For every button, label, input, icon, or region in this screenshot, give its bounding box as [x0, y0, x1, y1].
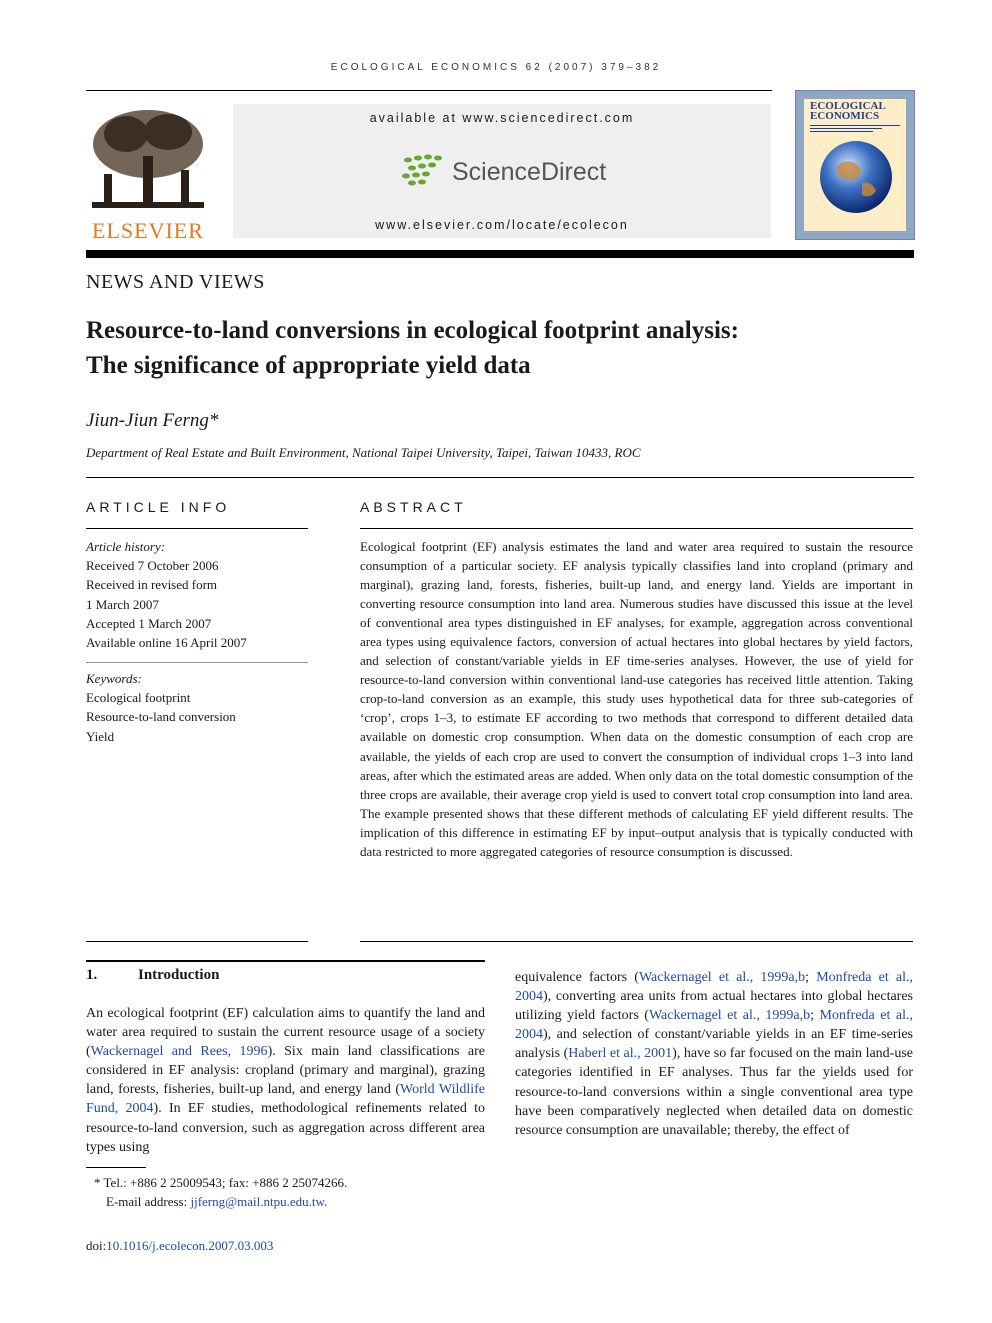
citation-link[interactable]: Wackernagel et al., 1999a,b [648, 1008, 811, 1024]
citation-link[interactable]: Wackernagel and Rees, 1996 [90, 1044, 268, 1060]
citation-link[interactable]: Wackernagel et al., 1999a,b [638, 970, 806, 985]
article-info-rule [86, 528, 308, 529]
keywords: Keywords: Ecological footprint Resource-to-land conversion Yield [86, 669, 308, 746]
keyword-item: Ecological footprint [86, 690, 191, 706]
history-item: Available online 16 April 2007 [86, 635, 247, 651]
journal-citation: ECOLOGICAL ECONOMICS 62 (2007) 379–382 [330, 62, 662, 73]
abstract-heading: ABSTRACT [360, 499, 467, 515]
cover-subtitle-lines [810, 123, 900, 134]
history-item: Accepted 1 March 2007 [86, 615, 212, 631]
article-history: Article history: Received 7 October 2006 Received in revised form 1 March 2007 Accepted 1 March 2007 Available online 16 April 2007 [86, 537, 308, 652]
author-name[interactable]: Jiun-Jiun Ferng* [86, 410, 219, 431]
abstract-bottom-rule [360, 941, 913, 942]
article-title: Resource-to-land conversions in ecological footprint analysis: The significance of appropriate yield data [86, 317, 739, 379]
sciencedirect-wordmark: ScienceDirect [452, 158, 607, 186]
footnote: * Tel.: +886 2 25009543; fax: +886 2 25074266. E-mail address: jjferng@mail.ntpu.edu.tw. [94, 1175, 348, 1209]
history-item: Received in revised form [86, 577, 218, 593]
info-bottom-rule [86, 941, 308, 942]
cover-title: ECOLOGICAL ECONOMICS [810, 100, 886, 122]
citation-link[interactable]: Haberl et al., 2001 [568, 1046, 673, 1062]
journal-cover [795, 90, 915, 240]
abstract-rule [360, 528, 913, 529]
history-item: Received 7 October 2006 [86, 558, 219, 574]
intro-heading: 1. Introduction [86, 967, 220, 983]
email-link[interactable]: jjferng@mail.ntpu.edu.tw [190, 1194, 325, 1209]
abstract-text: Ecological footprint (EF) analysis estimates the land and water area required to sustain the resource consumption of a particular society. EF analysis typically classifies land into cropland (primary and marginal), grazing land, forests, fisheries, built-up land, and energy land. Yields are important in converting resource consumption into land area. Numerous studies have discussed this issue at the level of conventional area types distinguished in EF analyses, for example, aggregation across conventional area types using equivalence factors, conversion of actual hectares into global hectares by yield factors, and selection of constant/variable yields in EF time-series analyses. However, the use of yield for resource-to-land conversion within conventional land-use categories has received little attention. Taking crop-to-land conversion as an example, this study uses hypothetical data for three sub-categories of ‘crop’, crops 1–3, to estimate EF according to two methods that correspond to different detailed data available on domestic crop consumption. When data on the domestic consumption of each crop are available, the yields of each crop are used to convert the consumption of individual crops 1–3 into land areas, after which the estimated areas are added. When only data on the total domestic consumption of the three crops are available, their average crop yield is used to convert total crop consumption into land area. The example presented shows that these different methods of calculating EF yield different results. The implication of this difference in estimating EF by input–output analysis that is typically conducted with data restricted to more aggregated categories of resource consumption is discussed. [360, 539, 913, 859]
footnote-rule [86, 1167, 146, 1168]
citation-link[interactable]: World Wildlife Fund, 2004 [86, 1082, 486, 1117]
sciencedirect-leaf-icon [400, 152, 452, 188]
intro-top-rule [86, 960, 485, 962]
doi-link[interactable]: 10.1016/j.ecolecon.2007.03.003 [106, 1238, 274, 1253]
publisher-name: ELSEVIER [92, 218, 204, 243]
header-thick-rule [86, 250, 914, 258]
citation-link[interactable]: Monfreda et al., 2004 [515, 970, 914, 1005]
citation-link[interactable]: Monfreda et al., 2004 [515, 1008, 913, 1043]
header-rule [86, 90, 772, 91]
intro-column-2: equivalence factors (Wackernagel et al., 1999a,b; Monfreda et al., 2004), converting area units from actual hectares into global hectares utilizing yield factors (Wackernagel et al., 1999a,b; Monfreda et al., 2004), and selection of constant/variable yields in an EF time-series analysis (Haberl et al., 2001), have so far focused on the main land-use categories identified in EF analyses. Thus far the yields used for resource-to-land conversions within a single conventional area type have been comparatively neglected when detailed data on domestic resource consumption are unavailable; thereby, the effect of [515, 970, 914, 1138]
sciencedirect-availability[interactable]: available at www.sciencedirect.com [369, 111, 635, 125]
section-label: NEWS AND VIEWS [86, 271, 265, 293]
journal-homepage-url[interactable]: www.elsevier.com/locate/ecolecon [375, 218, 629, 232]
keyword-item: Yield [86, 728, 115, 744]
sciencedirect-logo[interactable] [400, 152, 640, 188]
globe-icon [816, 137, 896, 217]
article-info-heading: ARTICLE INFO [86, 499, 231, 515]
affiliation-rule [86, 477, 914, 478]
intro-column-1: An ecological footprint (EF) calculation aims to quantify the land and water area required to sustain the current resource usage of a society (Wackernagel and Rees, 1996). Six main land classifications are considered in EF analysis: cropland (primary and marginal), grazing land, forests, fisheries, built-up land, and energy land (World Wildlife Fund, 2004). In EF studies, methodological refinements related to resource-to-land conversion, such as aggregation across different area types using [86, 1006, 486, 1155]
keyword-item: Resource-to-land conversion [86, 709, 236, 725]
doi: doi:10.1016/j.ecolecon.2007.03.003 [86, 1238, 274, 1253]
keywords-rule [86, 662, 308, 663]
author-affiliation: Department of Real Estate and Built Environment, National Taipei University, Taipei, Taiwan 10433, ROC [86, 445, 641, 460]
history-item: 1 March 2007 [86, 596, 159, 612]
